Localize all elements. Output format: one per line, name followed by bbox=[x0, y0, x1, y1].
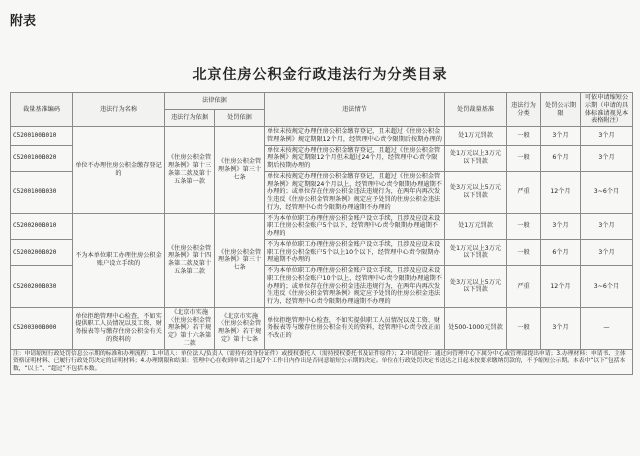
period: 12个月 bbox=[541, 266, 581, 308]
table-row bbox=[11, 213, 633, 239]
period: 3个月 bbox=[541, 307, 581, 349]
repair-period: 3个月 bbox=[581, 127, 633, 146]
standard: 处1万元以上3万元以下罚款 bbox=[445, 145, 507, 171]
violation-basis: 《北京市实施〈住房公积金管理条例〉若干规定》第十六条第二款 bbox=[165, 307, 215, 349]
violation-name: 单位拒绝管理中心检查，不如实提供职工人员情况以及工资、财务报表等与缴存住房公积金有关的资料的 bbox=[73, 307, 165, 349]
circumstance: 单位拒绝管理中心检查，不如实提供职工人员情况以及工资、财务报表等与缴存住房公积金有关的资料，经管理中心责令改正而不改正的 bbox=[265, 307, 445, 349]
standard: 处1万元罚款 bbox=[445, 213, 507, 239]
header-standard: 处罚裁量基准 bbox=[445, 93, 507, 127]
header-period: 处罚公示期限 bbox=[541, 93, 581, 127]
header-code: 裁量基准编码 bbox=[11, 93, 73, 127]
circumstance: 单位未按规定办理住房公积金缴存登记，且超过《住房公积金管理条例》规定期限24个月以上，经管理中心责令限期办理逾期不办理的；或单位存在住房公积金违法违规行为，在两年内再次发生违反《住房公积金管理条例》规定应予处罚的住房公积金违法行为，经管理中心责令限期办理逾期不办理的 bbox=[265, 171, 445, 213]
table-row bbox=[11, 127, 633, 146]
header-category: 违法行为分类 bbox=[507, 93, 541, 127]
row-code: C5200100B010 bbox=[11, 127, 73, 146]
repair-period: 3个月 bbox=[581, 145, 633, 171]
circumstance: 不为本单位职工办理住房公积金账户设立手续，且涉及应设未设职工住房公积金账户5个以上10个以下，经管理中心责令限期办理逾期不办理的 bbox=[265, 239, 445, 265]
header-punish-basis: 处罚依据 bbox=[215, 110, 265, 127]
category: 一般 bbox=[507, 239, 541, 265]
standard: 处1万元以上3万元以下罚款 bbox=[445, 239, 507, 265]
standard: 处3万元以上5万元以下罚款 bbox=[445, 266, 507, 308]
repair-period: 3个月 bbox=[581, 213, 633, 239]
row-code: C5200200B010 bbox=[11, 213, 73, 239]
header-circumstance: 违法情节 bbox=[265, 93, 445, 127]
violation-name: 单位不办理住房公积金缴存登记的 bbox=[73, 127, 165, 214]
footnote: 注：申请缩短行政处罚信息公示期的标准和办理流程：1.申请人：单位法人/负责人（需持有效身份证件）或授权委托人（需持授权委托书及证件原件）；2.申请途径：通过向管理中心下属分中心或管理部提出申请；3.办理材料：申请书、主体资格证明材料、已履行行政处罚决定的证明材料；4.办理期限和结果：管理中心在收到申请之日起7个工作日内作出是否同意缩短公示期的决定。单位在行政处罚决定书送达之日起未按要求缴纳罚款的，不予缩短公示期。本表中“以下”包括本数，“以上”、“超过”不包括本数。 bbox=[11, 349, 633, 375]
circumstance: 单位未按规定办理住房公积金缴存登记，且超过《住房公积金管理条例》规定期限12个月但未超过24个月，经管理中心责令限期后按期办理的 bbox=[265, 145, 445, 171]
header-repair: 可依申请缩短公示期（申请的具体标准请视见本表格附注） bbox=[581, 93, 633, 127]
punish-basis: 《住房公积金管理条例》第三十七条 bbox=[215, 127, 265, 214]
circumstance: 不为本单位职工办理住房公积金账户设立手续，且涉及应设未设职工住房公积金账户5个以下，经管理中心责令限期办理逾期不办理的 bbox=[265, 213, 445, 239]
appendix-label: 附表 bbox=[10, 14, 37, 29]
circumstance: 不为本单位职工办理住房公积金账户设立手续，且涉及应设未设职工住房公积金账户10个以上，经管理中心责令限期办理逾期不办理的；或单位存在住房公积金违法违规行为，在两年内再次发生违反《住房公积金管理条例》规定应予处罚的住房公积金违法行为，经管理中心责令限期办理逾期不办理的 bbox=[265, 266, 445, 308]
punish-basis: 《住房公积金管理条例》第三十七条 bbox=[215, 213, 265, 307]
header-act-name: 违法行为名称 bbox=[73, 93, 165, 127]
category: 严重 bbox=[507, 266, 541, 308]
category: 严重 bbox=[507, 171, 541, 213]
repair-period: 3~6个月 bbox=[581, 171, 633, 213]
row-code: C5200100B030 bbox=[11, 171, 73, 213]
period: 3个月 bbox=[541, 213, 581, 239]
header-legal-basis: 法律依据 bbox=[165, 93, 265, 110]
row-code: C5200200B020 bbox=[11, 239, 73, 265]
violation-basis: 《住房公积金管理条例》第十三条第二款及第十五条第一款 bbox=[165, 127, 215, 214]
repair-period: — bbox=[581, 307, 633, 349]
category: 一般 bbox=[507, 145, 541, 171]
violation-name: 不为本单位职工办理住房公积金账户设立手续的 bbox=[73, 213, 165, 307]
standard: 处1万元罚款 bbox=[445, 127, 507, 146]
category: 一般 bbox=[507, 213, 541, 239]
standard: 处3万元以上5万元以下罚款 bbox=[445, 171, 507, 213]
period: 6个月 bbox=[541, 239, 581, 265]
row-code: C5200300B000 bbox=[11, 307, 73, 349]
punish-basis: 《北京市实施〈住房公积金管理条例〉若干规定》第十七条 bbox=[215, 307, 265, 349]
table-row bbox=[11, 307, 633, 349]
row-code: C5200100B020 bbox=[11, 145, 73, 171]
period: 3个月 bbox=[541, 127, 581, 146]
category: 一般 bbox=[507, 127, 541, 146]
repair-period: 3个月 bbox=[581, 239, 633, 265]
page-title: 北京住房公积金行政违法行为分类目录 bbox=[192, 67, 448, 83]
period: 12个月 bbox=[541, 171, 581, 213]
violation-table bbox=[10, 92, 633, 375]
header-violation-basis: 违法行为依据 bbox=[165, 110, 215, 127]
violation-basis: 《住房公积金管理条例》第十四条第二款及第十五条第二款 bbox=[165, 213, 215, 307]
standard: 处500-1000元罚款 bbox=[445, 307, 507, 349]
row-code: C5200200B030 bbox=[11, 266, 73, 308]
footnote-row bbox=[11, 349, 633, 375]
circumstance: 单位未按规定办理住房公积金缴存登记，且未超过《住房公积金管理条例》规定期限12个月，经管理中心责令限期后按期办理的 bbox=[265, 127, 445, 146]
category: 一般 bbox=[507, 307, 541, 349]
period: 6个月 bbox=[541, 145, 581, 171]
repair-period: 3~6个月 bbox=[581, 266, 633, 308]
